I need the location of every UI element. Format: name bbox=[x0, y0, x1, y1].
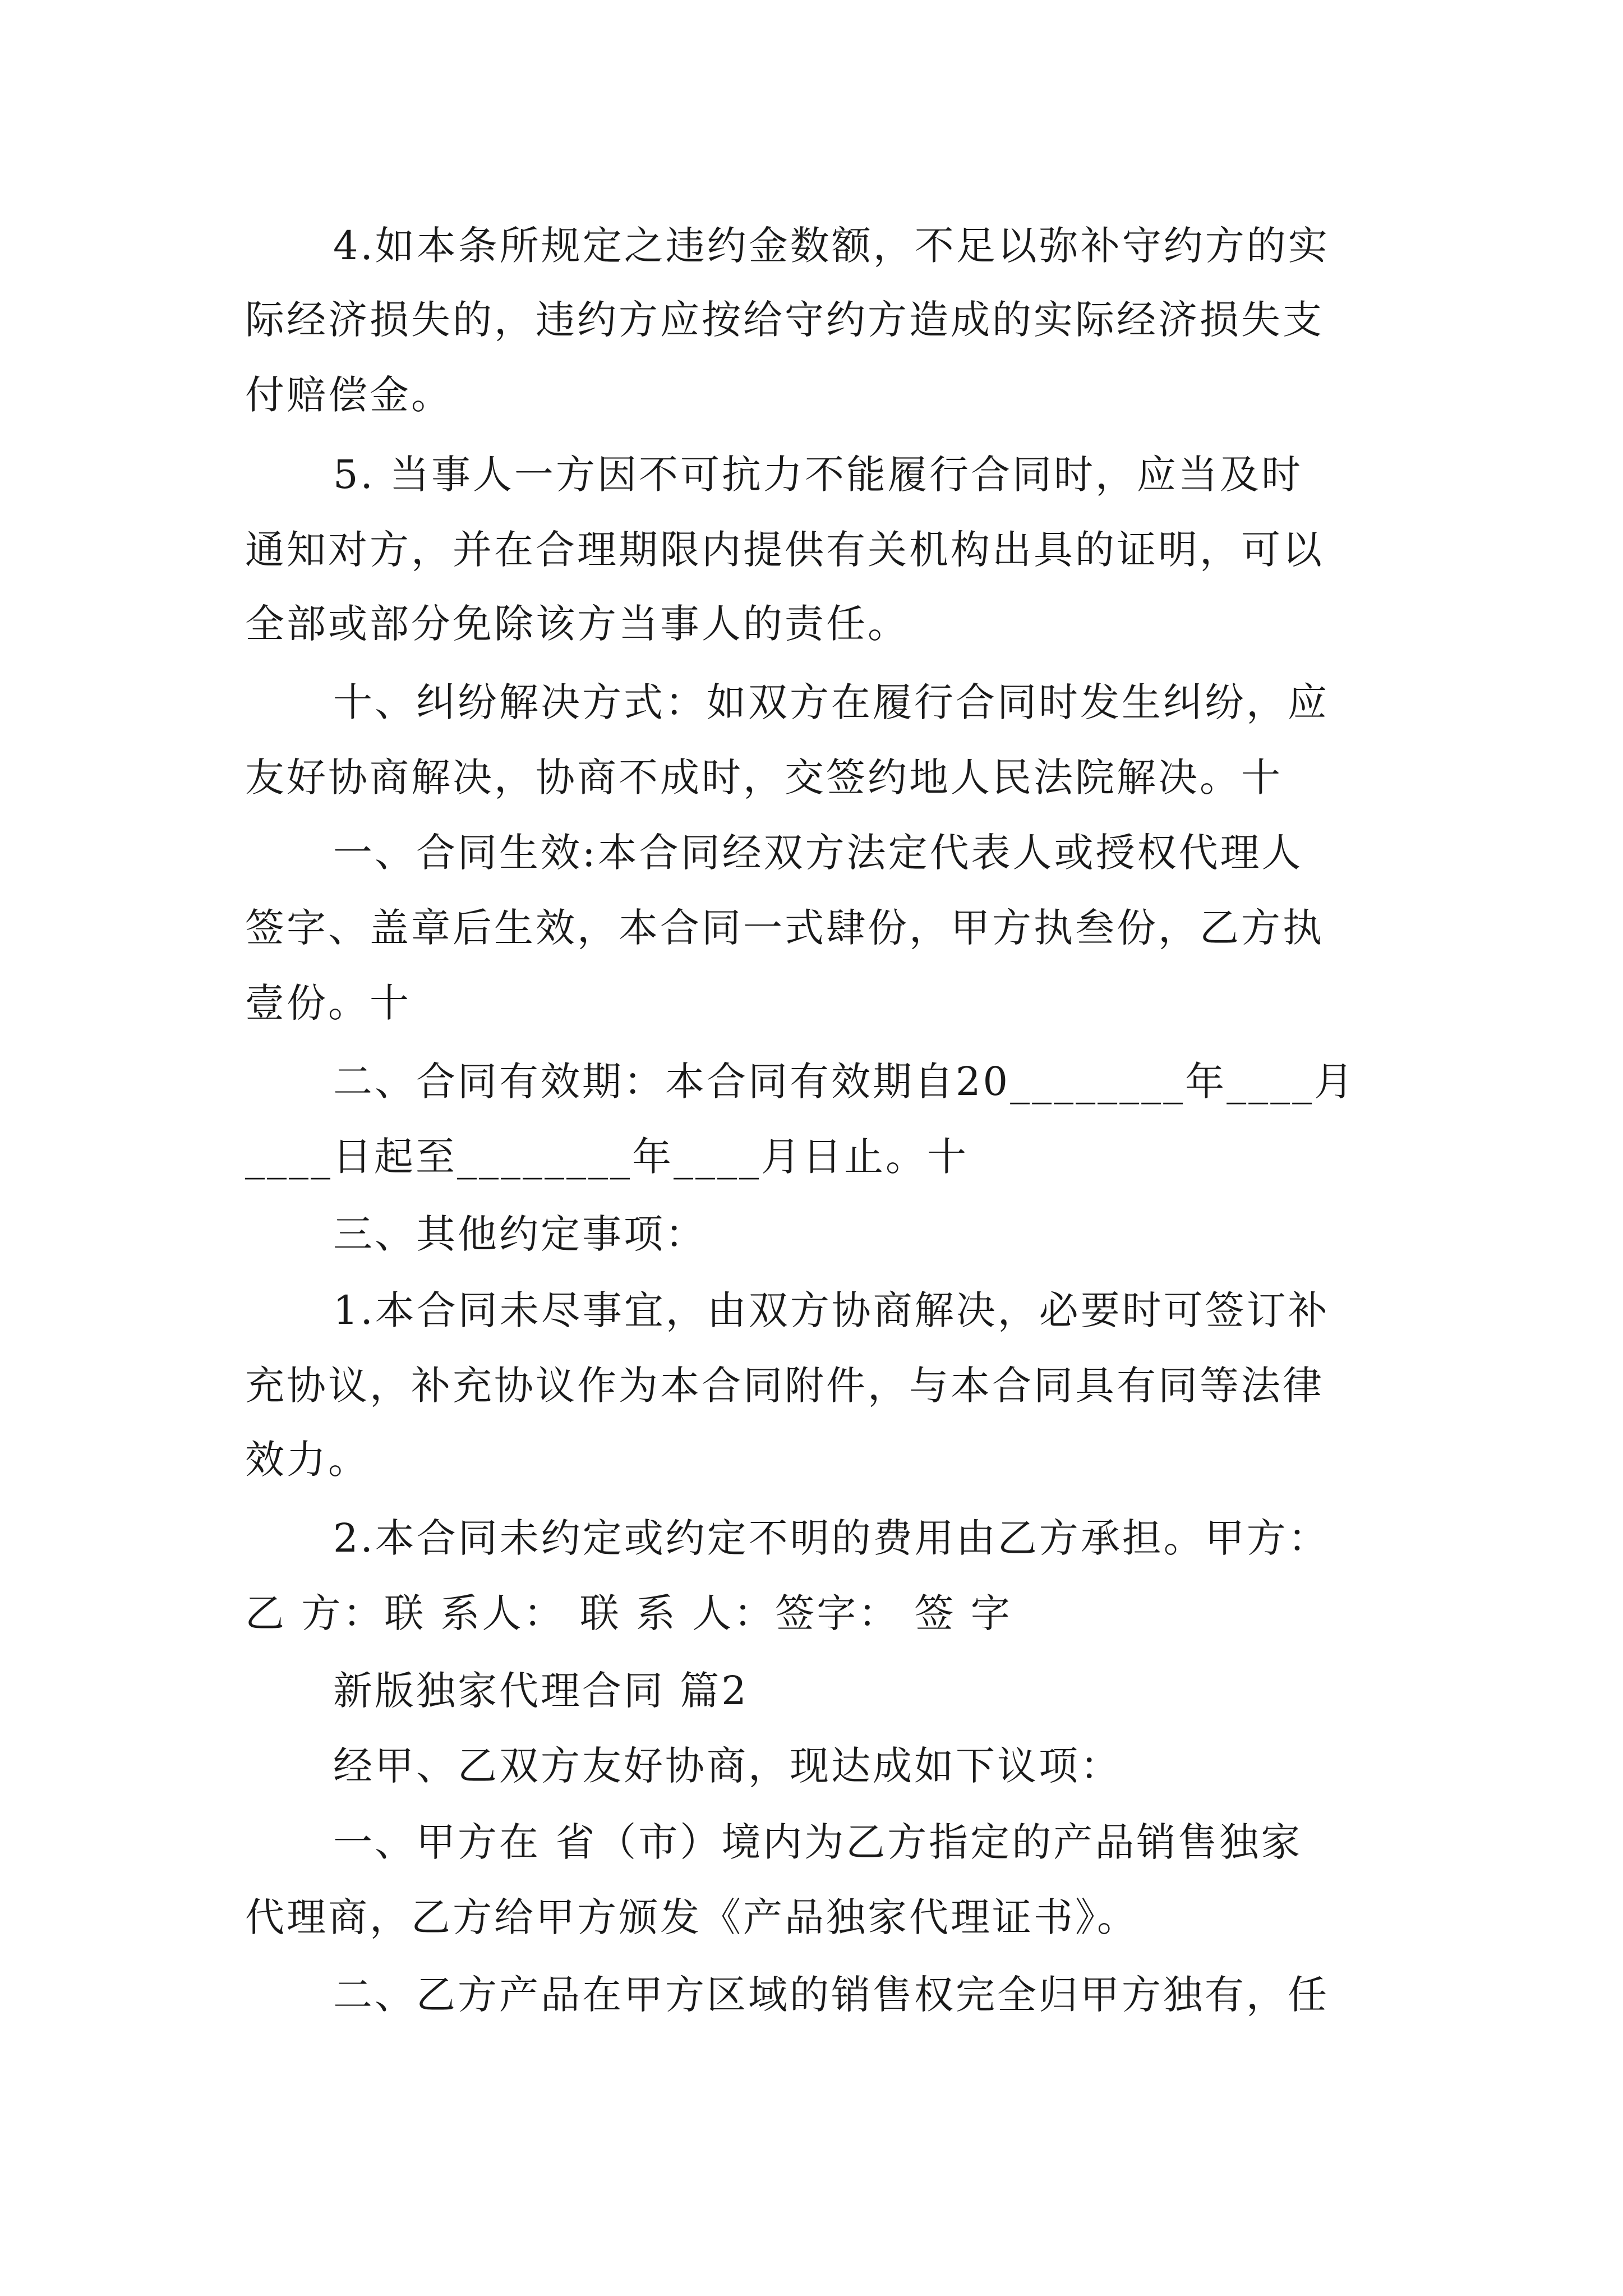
text-line: 乙 方：联 系人： 联 系 人：签字： 签 字 bbox=[245, 1590, 1012, 1636]
text-line: 二、合同有效期：本合同有效期自20________年____月 bbox=[333, 1059, 1356, 1105]
text-line: 壹份。十 bbox=[245, 980, 411, 1026]
text-line: 友好协商解决，协商不成时，交签约地人民法院解决。十 bbox=[245, 754, 1283, 800]
text-line: 5. 当事人一方因不可抗力不能履行合同时，应当及时 bbox=[333, 452, 1303, 498]
text-line: 代理商，乙方给甲方颁发《产品独家代理证书》。 bbox=[245, 1894, 1138, 1940]
text-line: 1.本合同未尽事宜，由双方协商解决，必要时可签订补 bbox=[333, 1287, 1330, 1333]
text-line: 全部或部分免除该方当事人的责任。 bbox=[245, 601, 909, 647]
text-line: 十、纠纷解决方式：如双方在履行合同时发生纠纷，应 bbox=[333, 679, 1329, 725]
text-line: 签字、盖章后生效，本合同一式肆份，甲方执叁份，乙方执 bbox=[245, 905, 1324, 951]
text-line: 三、其他约定事项： bbox=[333, 1211, 707, 1257]
text-line: 经甲、乙双方友好协商，现达成如下议项： bbox=[333, 1743, 1122, 1789]
text-line: 一、甲方在 省（市）境内为乙方指定的产品销售独家 bbox=[333, 1819, 1303, 1865]
text-line: 一、合同生效:本合同经双方法定代表人或授权代理人 bbox=[333, 830, 1303, 876]
text-line: 际经济损失的，违约方应按给守约方造成的实际经济损失支 bbox=[245, 297, 1324, 343]
text-line: 2.本合同未约定或约定不明的费用由乙方承担。甲方： bbox=[333, 1515, 1330, 1561]
text-line: 通知对方，并在合理期限内提供有关机构出具的证明，可以 bbox=[245, 527, 1324, 573]
text-line: ____日起至________年____月日止。十 bbox=[245, 1134, 969, 1180]
text-line: 4.如本条所规定之违约金数额，不足以弥补守约方的实 bbox=[333, 223, 1330, 269]
text-line: 充协议，补充协议作为本合同附件，与本合同具有同等法律 bbox=[245, 1363, 1324, 1409]
text-line: 二、乙方产品在甲方区域的销售权完全归甲方独有，任 bbox=[333, 1972, 1329, 2018]
text-line: 效力。 bbox=[245, 1437, 370, 1483]
text-line: 付赔偿金。 bbox=[245, 372, 453, 418]
text-line: 新版独家代理合同 篇2 bbox=[333, 1668, 749, 1714]
